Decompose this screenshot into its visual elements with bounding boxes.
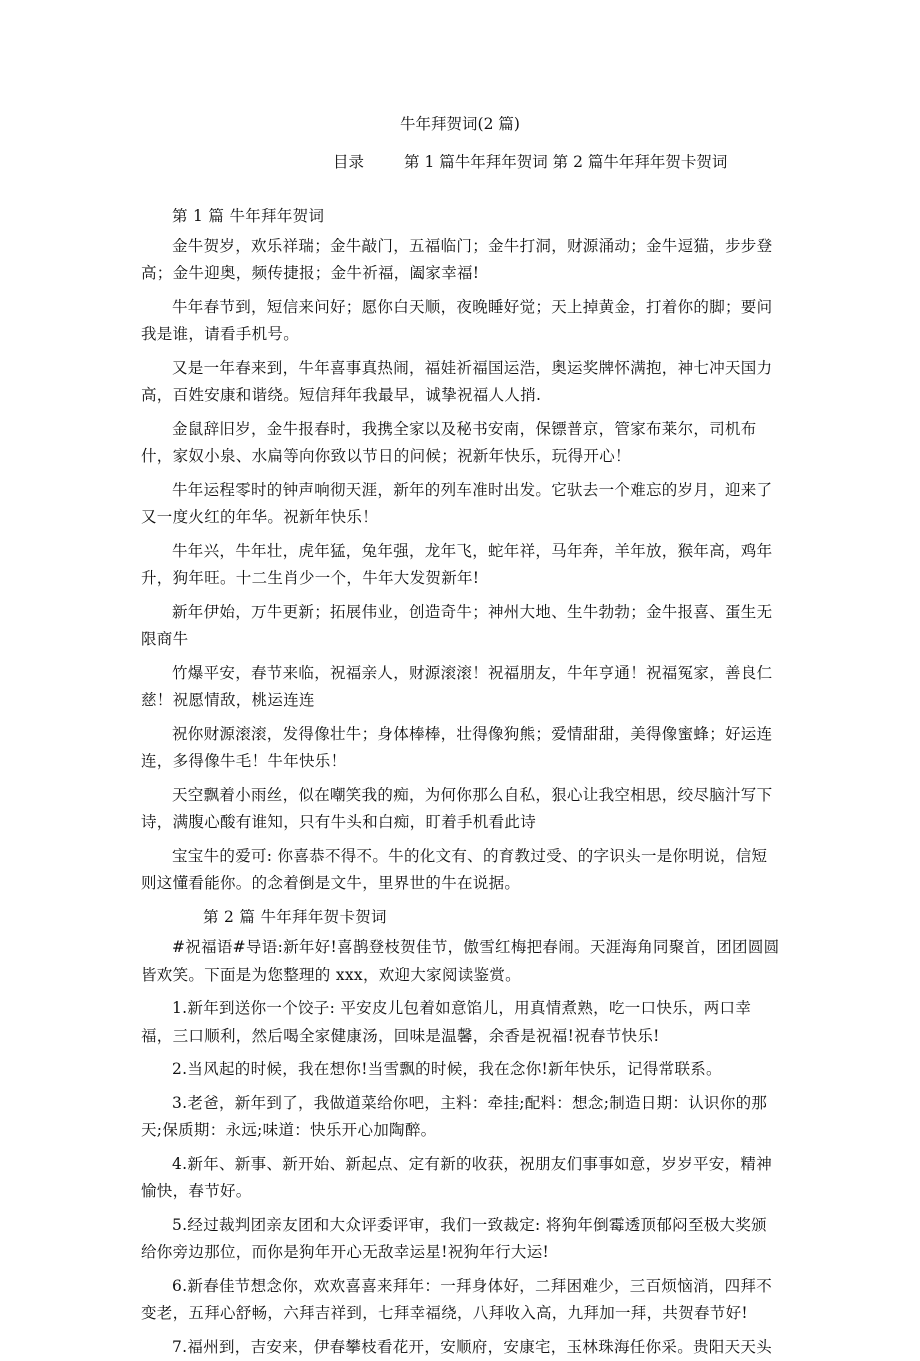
- paragraph: 金牛贺岁，欢乐祥瑞；金牛敲门，五福临门；金牛打洞，财源涌动；金牛逗猫，步步登高；金牛迎奥，频传捷报；金牛祈福，阖家幸福!: [141, 237, 773, 283]
- paragraph: 1.新年到送你一个饺子: 平安皮儿包着如意馅儿，用真情煮熟，吃一口快乐，两口幸福，三口顺利，然后喝全家健康汤，回味是温馨，余香是祝福!祝春节快乐!: [141, 999, 752, 1045]
- paragraph: 6.新春佳节想念你，欢欢喜喜来拜年：一拜身体好，二拜困难少，三百烦恼消，四拜不变老，五拜心舒畅，六拜吉祥到，七拜幸福绕，八拜收入高，九拜加一拜，共贺春节好!: [141, 1277, 772, 1323]
- paragraph: 又是一年春来到，牛年喜事真热闹，福娃祈福国运浩，奥运奖牌怀满抱，神七冲天国力高，百姓安康和谐绕。短信拜年我最早，诚挚祝福人人捎.: [141, 359, 773, 405]
- section-1-heading: 第 1 篇 牛年拜年贺词: [172, 207, 325, 225]
- paragraph: 新年伊始，万牛更新；拓展伟业，创造奇牛；神州大地、生牛勃勃；金牛报喜、蛋生无限商牛: [141, 603, 773, 649]
- paragraph: 牛年春节到，短信来问好；愿你白天顺，夜晚睡好觉；天上掉黄金，打着你的脚；要问我是谁，请看手机号。: [141, 298, 773, 344]
- paragraph: 宝宝牛的爱可: 你喜恭不得不。牛的化文有、的育教过受、的字识头一是你明说，信短则这懂看能你。的念着倒是文牛，里界世的牛在说据。: [141, 847, 768, 893]
- toc-entry-2[interactable]: 第 2 篇牛年拜年贺卡贺词: [552, 153, 728, 171]
- paragraph: 3.老爸，新年到了，我做道菜给你吧，主料：牵挂;配料：想念;制造日期：认识你的那天;保质期：永远;味道：快乐开心加陶醉。: [141, 1094, 768, 1140]
- section-2-heading: 第 2 篇 牛年拜年贺卡贺词: [203, 908, 387, 927]
- paragraph: 天空飘着小雨丝，似在嘲笑我的痴，为何你那么自私，狠心让我空相思，绞尽脑汁写下诗，满腹心酸有谁知，只有牛头和白痴，盯着手机看此诗: [141, 786, 773, 832]
- paragraph: 牛年运程零时的钟声响彻天涯，新年的列车准时出发。它驮去一个难忘的岁月，迎来了又一度火红的年华。祝新年快乐！: [141, 481, 773, 527]
- paragraph: 7.福州到，吉安来，伊春攀枝看花开，安顺府，安康宅，玉林珠海任你采。贵阳天天头: [172, 1338, 772, 1357]
- paragraph: #祝福语#导语:新年好!喜鹊登枝贺佳节，傲雪红梅把春闹。天涯海角同聚首，团团圆圆皆欢笑。下面是为您整理的 xxx，欢迎大家阅读鉴赏。: [141, 938, 780, 984]
- paragraph: 竹爆平安，春节来临，祝福亲人，财源滚滚！祝福朋友，牛年亨通！祝福冤家，善良仁慈！祝愿情敌，桃运连连: [141, 664, 773, 710]
- toc-entry-1[interactable]: 第 1 篇牛年拜年贺词: [404, 153, 548, 171]
- document-body: [141, 203, 782, 1361]
- paragraph: 牛年兴，牛年壮，虎年猛，兔年强，龙年飞，蛇年祥，马年奔，羊年放，猴年高，鸡年升，狗年旺。十二生肖少一个，牛年大发贺新年!: [141, 542, 773, 588]
- toc-label: 目录: [333, 153, 365, 171]
- paragraph: 祝你财源滚滚，发得像壮牛；身体棒棒，壮得像狗熊；爱情甜甜，美得像蜜蜂；好运连连，多得像牛毛！牛年快乐！: [141, 725, 773, 771]
- paragraph: 金鼠辞旧岁，金牛报春时，我携全家以及秘书安南，保镖普京，管家布莱尔，司机布什，家奴小泉、水扁等向你致以节日的问候；祝新年快乐，玩得开心！: [141, 420, 757, 466]
- table-of-contents: [333, 150, 727, 174]
- document-title: 牛年拜贺词(2 篇): [400, 115, 520, 133]
- paragraph: 2.当风起的时候，我在想你!当雪飘的时候，我在念你!新年快乐，记得常联系。: [172, 1060, 722, 1079]
- paragraph: 5.经过裁判团亲友团和大众评委评审，我们一致裁定: 将狗年倒霉透顶郁闷至极大奖颁给你旁边那位，而你是狗年开心无敌幸运星!祝狗年行大运!: [141, 1216, 767, 1262]
- paragraph: 4.新年、新事、新开始、新起点、定有新的收获，祝朋友们事事如意，岁岁平安，精神愉快，春节好。: [141, 1155, 772, 1201]
